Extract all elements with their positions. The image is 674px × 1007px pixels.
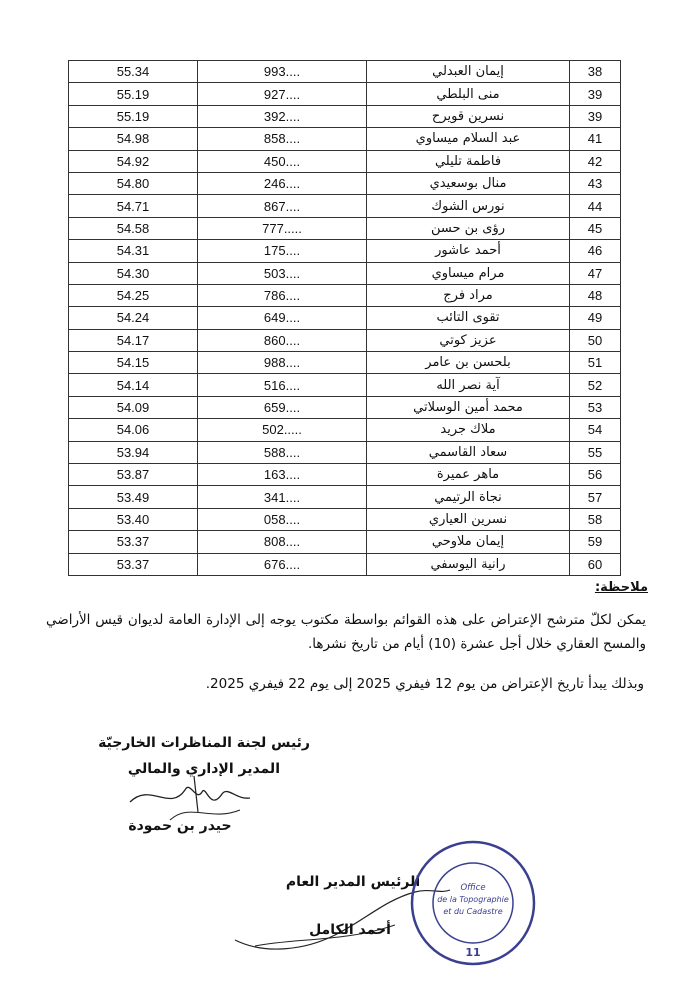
rank-cell: 39 [570,105,621,127]
id-cell: 860.... [198,329,367,351]
table-row [69,329,621,351]
name-cell: سعاد القاسمي [367,441,570,463]
rank-cell: 46 [570,240,621,262]
name-cell: مراد فرج [367,284,570,306]
name-cell: نسرين العياري [367,508,570,530]
table-row [69,195,621,217]
table-row [69,240,621,262]
committee-chair-name: حيدر بن حمودة [128,818,232,834]
id-cell: 516.... [198,374,367,396]
id-cell: 163.... [198,464,367,486]
table-row [69,284,621,306]
rank-cell: 54 [570,419,621,441]
name-cell: مرام ميساوي [367,262,570,284]
rank-cell: 43 [570,172,621,194]
table-row [69,441,621,463]
table-row [69,486,621,508]
score-cell: 54.15 [69,352,198,374]
table-row [69,553,621,575]
id-cell: 858.... [198,128,367,150]
table-row [69,374,621,396]
name-cell: إيمان العبدلي [367,61,570,83]
note-body: يمكن لكلّ مترشح الإعتراض على هذه القوائم بواسطة مكتوب يوجه إلى الإدارة العامة لديوان قيس الأراضي والمسح العقاري خلال أجل عشرة (10) أيام من تاريخ نشرها. [46,612,646,652]
score-cell: 53.40 [69,508,198,530]
name-cell: رانية اليوسفي [367,553,570,575]
name-cell: ملاك جريد [367,419,570,441]
table-row [69,83,621,105]
id-cell: 341.... [198,486,367,508]
name-cell: عزيز كوتي [367,329,570,351]
id-cell: 058.... [198,508,367,530]
score-cell: 54.31 [69,240,198,262]
id-cell: 676.... [198,553,367,575]
rank-cell: 48 [570,284,621,306]
score-cell: 54.58 [69,217,198,239]
score-cell: 54.09 [69,396,198,418]
name-cell: تقوى التائب [367,307,570,329]
stamp-number: 11 [465,946,481,959]
table-row [69,419,621,441]
rank-cell: 56 [570,464,621,486]
score-cell: 54.17 [69,329,198,351]
table-row [69,262,621,284]
name-cell: آية نصر الله [367,374,570,396]
table-row [69,352,621,374]
table-row [69,105,621,127]
id-cell: 503.... [198,262,367,284]
name-cell: بلحسن بن عامر [367,352,570,374]
name-cell: عبد السلام ميساوي [367,128,570,150]
rank-cell: 58 [570,508,621,530]
name-cell: إيمان ملاوحي [367,531,570,553]
score-cell: 54.30 [69,262,198,284]
id-cell: 867.... [198,195,367,217]
name-cell: منال بوسعيدي [367,172,570,194]
score-cell: 54.06 [69,419,198,441]
score-cell: 53.87 [69,464,198,486]
score-cell: 54.71 [69,195,198,217]
rank-cell: 45 [570,217,621,239]
rank-cell: 50 [570,329,621,351]
name-cell: منى البلطي [367,83,570,105]
table-row [69,172,621,194]
rank-cell: 41 [570,128,621,150]
score-cell: 55.34 [69,61,198,83]
name-cell: أحمد عاشور [367,240,570,262]
id-cell: 588.... [198,441,367,463]
table-row [69,150,621,172]
id-cell: 450.... [198,150,367,172]
id-cell: 777..... [198,217,367,239]
rank-cell: 57 [570,486,621,508]
stamp-text-line-1: Office [460,883,486,893]
score-cell: 53.37 [69,553,198,575]
name-cell: نورس الشوك [367,195,570,217]
results-table [68,60,621,576]
committee-chair-title: رئيس لجنة المناظرات الخارجيّة [98,735,310,751]
rank-cell: 52 [570,374,621,396]
rank-cell: 44 [570,195,621,217]
name-cell: نجاة الرتيمي [367,486,570,508]
office-stamp [408,838,538,968]
score-cell: 53.37 [69,531,198,553]
rank-cell: 39 [570,83,621,105]
id-cell: 993.... [198,61,367,83]
rank-cell: 53 [570,396,621,418]
score-cell: 54.80 [69,172,198,194]
name-cell: محمد أمين الوسلاتي [367,396,570,418]
stamp-text-line-2: de la Topographie [437,895,509,904]
admin-director-title: المدير الإداري والمالي [127,761,280,777]
rank-cell: 49 [570,307,621,329]
id-cell: 988.... [198,352,367,374]
rank-cell: 55 [570,441,621,463]
score-cell: 55.19 [69,105,198,127]
results-table-body [69,61,621,576]
rank-cell: 51 [570,352,621,374]
name-cell: ماهر عميرة [367,464,570,486]
score-cell: 54.14 [69,374,198,396]
table-row [69,464,621,486]
id-cell: 502..... [198,419,367,441]
rank-cell: 60 [570,553,621,575]
table-row [69,61,621,83]
score-cell: 53.49 [69,486,198,508]
id-cell: 246.... [198,172,367,194]
id-cell: 786.... [198,284,367,306]
score-cell: 54.92 [69,150,198,172]
rank-cell: 59 [570,531,621,553]
ceo-name: أحمد الكامل [309,922,391,938]
rank-cell: 38 [570,61,621,83]
objection-period: وبذلك يبدأ تاريخ الإعتراض من يوم 12 فيفري 2025 إلى يوم 22 فيفري 2025. [205,676,644,692]
name-cell: فاطمة تليلي [367,150,570,172]
score-cell: 55.19 [69,83,198,105]
score-cell: 54.24 [69,307,198,329]
id-cell: 927.... [198,83,367,105]
id-cell: 649.... [198,307,367,329]
table-row [69,217,621,239]
id-cell: 392.... [198,105,367,127]
id-cell: 808.... [198,531,367,553]
score-cell: 53.94 [69,441,198,463]
score-cell: 54.25 [69,284,198,306]
id-cell: 175.... [198,240,367,262]
table-row [69,508,621,530]
score-cell: 54.98 [69,128,198,150]
rank-cell: 47 [570,262,621,284]
id-cell: 659.... [198,396,367,418]
table-row [69,396,621,418]
table-row [69,307,621,329]
note-title: ملاحظة: [594,580,648,595]
rank-cell: 42 [570,150,621,172]
name-cell: رؤى بن حسن [367,217,570,239]
table-row [69,128,621,150]
name-cell: نسرين قويرح [367,105,570,127]
table-row [69,531,621,553]
stamp-text-line-3: et du Cadastre [443,907,503,916]
ceo-title: الرئيس المدير العام [285,874,421,890]
